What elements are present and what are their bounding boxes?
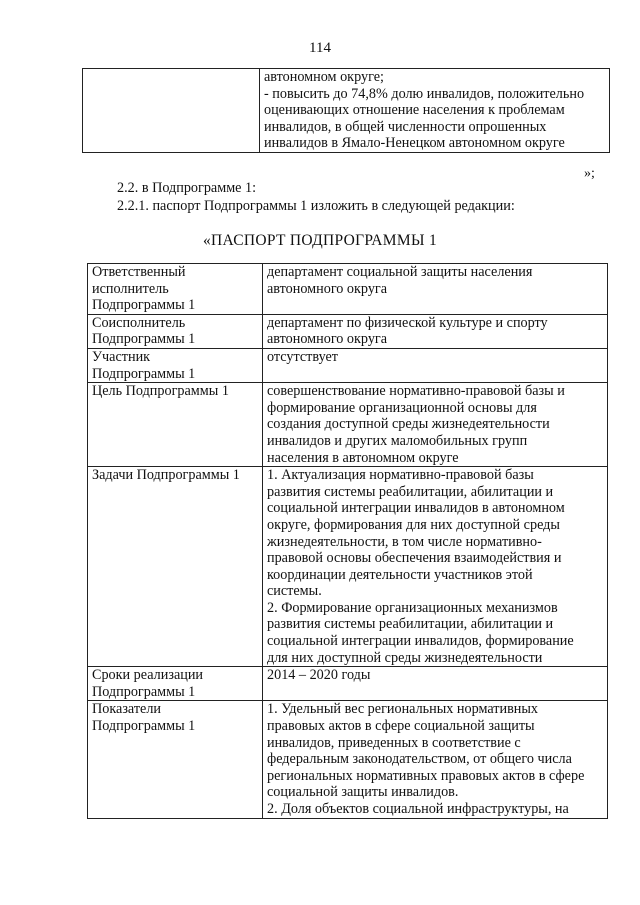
cell-line: Подпрограммы 1 — [92, 365, 196, 382]
cell-line: Участник — [92, 348, 151, 365]
cell-line: Ответственный — [92, 264, 186, 280]
cell-line: автономном округе; — [264, 69, 384, 85]
cell-line: 1. Удельный вес региональных нормативных — [267, 701, 538, 718]
cell-line: департамент социальной защиты населения — [267, 264, 533, 280]
table-row — [88, 264, 608, 315]
cell-line: региональных нормативных правовых актов в сфере — [267, 767, 585, 784]
cell-line: инвалидов, в общей численности опрошенных — [264, 118, 547, 135]
cell-line: Цель Подпрограммы 1 — [92, 383, 229, 400]
cell-line: совершенствование нормативно-правовой базы и — [267, 383, 565, 400]
cell-line: Подпрограммы 1 — [92, 297, 196, 314]
cell-line: социальной интеграции инвалидов в автономном — [267, 500, 565, 517]
cell-line: создания доступной среды жизнедеятельности — [267, 416, 550, 433]
row-label — [88, 383, 263, 467]
cell-line: населения в автономном округе — [267, 449, 459, 466]
cell-line: правовых актов в сфере социальной защиты — [267, 718, 535, 735]
row-label — [88, 701, 263, 818]
cell-line: социальной интеграции инвалидов, формирование — [267, 633, 574, 650]
cell-line: системы. — [267, 583, 322, 600]
row-value — [263, 383, 608, 467]
cell-line: Подпрограммы 1 — [92, 331, 196, 348]
cell-line: - повысить до 74,8% долю инвалидов, положительно — [264, 85, 585, 102]
row-value — [263, 264, 608, 315]
paragraph-2-2: 2.2. в Подпрограмме 1: — [117, 180, 257, 196]
cell-line: 2. Доля объектов социальной инфраструктуры, на — [267, 801, 569, 817]
row-label — [88, 348, 263, 382]
cell-line: исполнитель — [92, 280, 169, 297]
cell-line: координации деятельности участников этой — [267, 566, 533, 583]
cell-line: Показатели — [92, 701, 162, 718]
table-row — [88, 467, 608, 667]
cell-line: формирование организационной основы для — [267, 399, 537, 416]
cell-line: 2014 – 2020 годы — [267, 667, 371, 684]
page-number: 114 — [309, 40, 331, 56]
cell-line: отсутствует — [267, 348, 338, 365]
cell-line: оценивающих отношение населения к проблемам — [264, 102, 565, 119]
cell-line: Задачи Подпрограммы 1 — [92, 467, 240, 484]
cell-line: Соисполнитель — [92, 314, 186, 331]
row-value — [263, 467, 608, 667]
cell-line: инвалидов в Ямало-Ненецком автономном округе — [264, 135, 565, 152]
table-row — [88, 314, 608, 348]
passport-table — [87, 263, 608, 819]
cell-line: федеральным законодательством, от общего числа — [267, 751, 572, 768]
cell-line: автономного округа — [267, 331, 388, 348]
row-value — [263, 667, 608, 701]
row-label — [88, 264, 263, 315]
cell-line: Сроки реализации — [92, 667, 204, 684]
table-row — [88, 701, 608, 818]
cell-line: для них доступной среды жизнедеятельности — [267, 649, 543, 666]
cell-line: развития системы реабилитации, абилитации и — [267, 483, 554, 500]
row-value — [263, 314, 608, 348]
row-label — [88, 467, 263, 667]
table-row — [88, 667, 608, 701]
cell-line: 1. Актуализация нормативно-правовой базы — [267, 467, 534, 484]
cell-line: инвалидов, приведенных в соответствие с — [267, 734, 521, 751]
row-label — [88, 314, 263, 348]
table-cell-right — [260, 69, 610, 153]
row-value — [263, 701, 608, 818]
cell-line: 2. Формирование организационных механизмов — [267, 599, 558, 616]
cell-line: социальной защиты инвалидов. — [267, 784, 459, 801]
paragraph-2-2-1: 2.2.1. паспорт Подпрограммы 1 изложить в следующей редакции: — [117, 198, 515, 214]
row-label — [88, 667, 263, 701]
cell-line: округе, формирования для них доступной среды — [267, 516, 560, 533]
passport-heading: «ПАСПОРТ ПОДПРОГРАММЫ 1 — [202, 232, 438, 249]
cell-line: развития системы реабилитации, абилитации и — [267, 616, 554, 633]
closing-quote: »; — [584, 166, 595, 181]
cell-line: правовой основы обеспечения взаимодействия и — [267, 550, 562, 567]
table-cell-left — [83, 69, 260, 153]
table-row — [83, 69, 610, 153]
continued-table — [82, 68, 610, 153]
table-row — [88, 348, 608, 382]
cell-line: жизнедеятельности, в том числе нормативно- — [267, 533, 542, 550]
cell-line: департамент по физической культуре и спорту — [267, 314, 548, 331]
cell-line: Подпрограммы 1 — [92, 683, 196, 700]
row-value — [263, 348, 608, 382]
cell-line: автономного округа — [267, 280, 388, 297]
cell-line: Подпрограммы 1 — [92, 718, 196, 735]
cell-line: инвалидов и других маломобильных групп — [267, 432, 528, 449]
table-row — [88, 383, 608, 467]
